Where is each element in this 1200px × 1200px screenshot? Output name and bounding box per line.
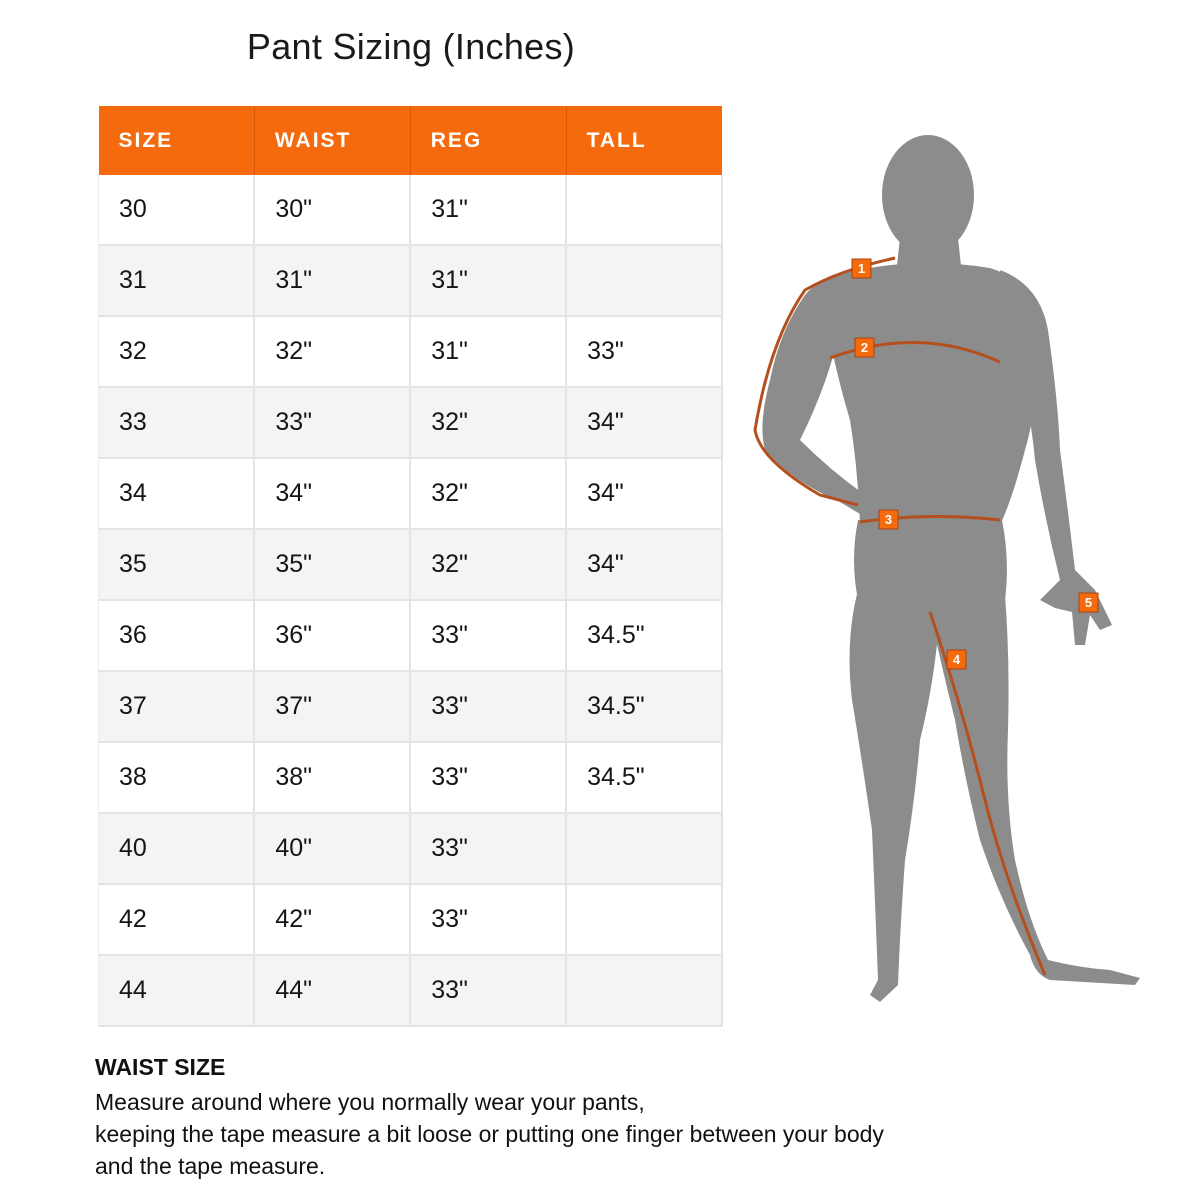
figure-left-leg: [850, 590, 940, 1002]
cell-tall: 34": [566, 529, 722, 600]
table-row: [99, 955, 723, 1026]
cell-reg: 33": [410, 742, 566, 813]
cell-tall: 34.5": [566, 671, 722, 742]
cell-reg: 33": [410, 600, 566, 671]
table-row: [99, 458, 723, 529]
table-row: [99, 813, 723, 884]
body-measurement-figure: [740, 130, 1160, 1020]
cell-reg: 31": [410, 245, 566, 316]
cell-size: 31: [99, 245, 255, 316]
human-silhouette: [762, 135, 1140, 1002]
cell-tall: 34.5": [566, 600, 722, 671]
cell-size: 38: [99, 742, 255, 813]
cell-size: 44: [99, 955, 255, 1026]
cell-waist: 44": [254, 955, 410, 1026]
marker-3-label: 3: [884, 512, 893, 527]
cell-waist: 36": [254, 600, 410, 671]
cell-reg: 31": [410, 175, 566, 245]
cell-size: 35: [99, 529, 255, 600]
table-row: [99, 884, 723, 955]
cell-size: 34: [99, 458, 255, 529]
table-row: [99, 529, 723, 600]
header-size: SIZE: [99, 106, 255, 175]
cell-reg: 33": [410, 955, 566, 1026]
marker-3: [879, 510, 898, 529]
table-row: [99, 600, 723, 671]
cell-reg: 33": [410, 671, 566, 742]
marker-1: [852, 259, 871, 278]
header-reg: REG: [410, 106, 566, 175]
marker-4: [947, 650, 966, 669]
size-table: [98, 106, 723, 1027]
header-waist: WAIST: [254, 106, 410, 175]
cell-tall: 34": [566, 458, 722, 529]
cell-size: 33: [99, 387, 255, 458]
marker-2-label: 2: [860, 340, 869, 355]
marker-2: [855, 338, 874, 357]
cell-waist: 33": [254, 387, 410, 458]
cell-waist: 31": [254, 245, 410, 316]
figure-head: [882, 135, 974, 255]
cell-waist: 42": [254, 884, 410, 955]
cell-reg: 32": [410, 529, 566, 600]
table-row: [99, 175, 723, 245]
cell-waist: 37": [254, 671, 410, 742]
cell-waist: 34": [254, 458, 410, 529]
cell-waist: 30": [254, 175, 410, 245]
cell-size: 42: [99, 884, 255, 955]
table-body: [99, 175, 723, 1026]
cell-reg: 32": [410, 387, 566, 458]
cell-waist: 38": [254, 742, 410, 813]
marker-5-label: 5: [1084, 595, 1093, 610]
cell-waist: 40": [254, 813, 410, 884]
cell-size: 30: [99, 175, 255, 245]
cell-tall: 33": [566, 316, 722, 387]
waist-size-heading: WAIST SIZE: [95, 1054, 226, 1080]
cell-reg: 33": [410, 884, 566, 955]
table-row: [99, 387, 723, 458]
cell-size: 36: [99, 600, 255, 671]
table-row: [99, 245, 723, 316]
waist-note-line-2: keeping the tape measure a bit loose or putting one finger between your body: [95, 1121, 884, 1147]
waist-note-line-1: Measure around where you normally wear your pants,: [95, 1089, 645, 1115]
cell-tall: [566, 813, 722, 884]
cell-reg: 33": [410, 813, 566, 884]
cell-size: 32: [99, 316, 255, 387]
table-header-row: [99, 106, 723, 175]
cell-waist: 32": [254, 316, 410, 387]
page-title: Pant Sizing (Inches): [246, 26, 576, 67]
cell-size: 40: [99, 813, 255, 884]
cell-tall: [566, 245, 722, 316]
cell-reg: 31": [410, 316, 566, 387]
marker-4-label: 4: [952, 652, 961, 667]
cell-reg: 32": [410, 458, 566, 529]
cell-tall: [566, 955, 722, 1026]
marker-5: [1079, 593, 1098, 612]
table-row: [99, 316, 723, 387]
cell-size: 37: [99, 671, 255, 742]
table-row: [99, 671, 723, 742]
waist-note-line-3: and the tape measure.: [95, 1153, 326, 1179]
header-tall: TALL: [566, 106, 722, 175]
marker-1-label: 1: [857, 261, 866, 276]
waist-size-note: [95, 1054, 1095, 1182]
cell-waist: 35": [254, 529, 410, 600]
cell-tall: 34": [566, 387, 722, 458]
table-row: [99, 742, 723, 813]
cell-tall: [566, 175, 722, 245]
cell-tall: [566, 884, 722, 955]
cell-tall: 34.5": [566, 742, 722, 813]
